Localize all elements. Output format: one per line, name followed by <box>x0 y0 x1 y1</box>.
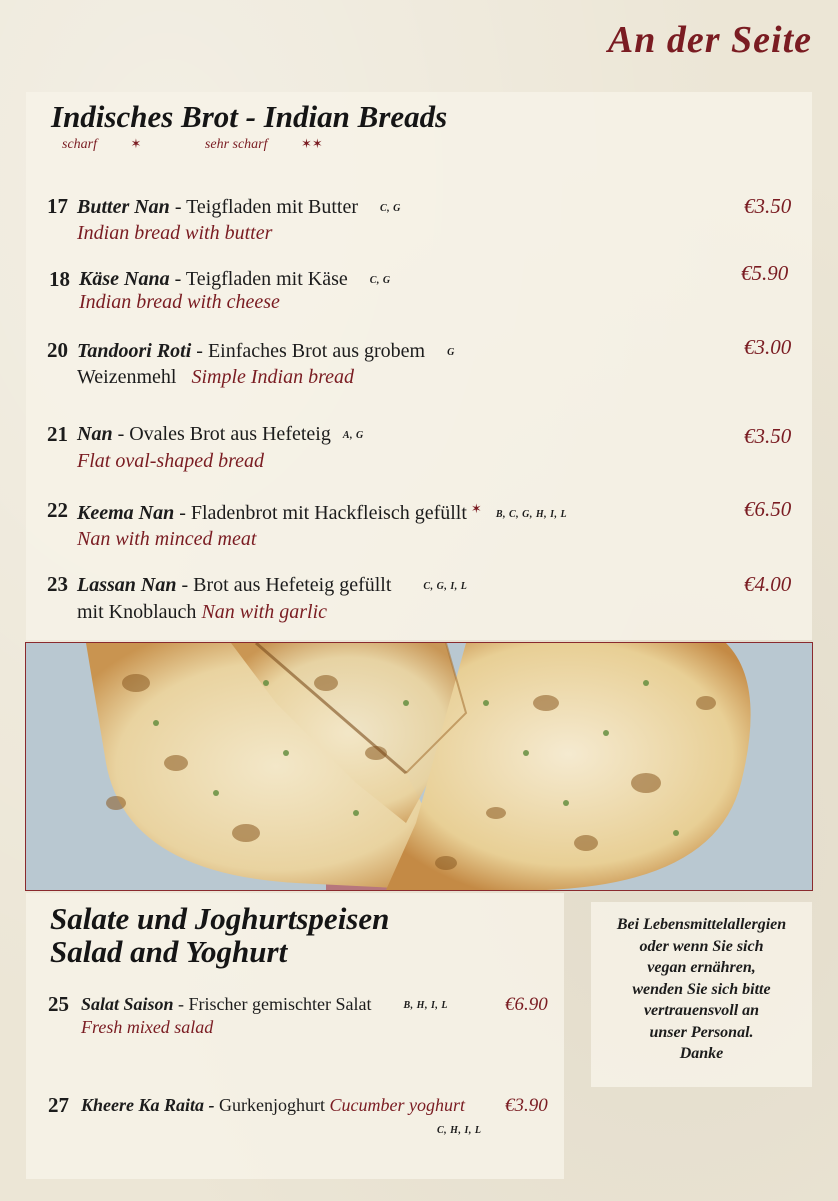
item-description-en: Simple Indian bread <box>191 366 355 388</box>
page-title: An der Seite <box>607 19 812 61</box>
item-name: Kheere Ka Raita - <box>81 1095 215 1115</box>
item-price: €6.50 <box>744 497 792 521</box>
item-name: Salat Saison <box>81 994 174 1014</box>
item-number: 23 <box>47 572 68 596</box>
chili-icon: ✶ <box>130 136 142 151</box>
item-number: 20 <box>47 338 68 362</box>
item-description-en: Fresh mixed salad <box>81 1017 214 1037</box>
allergen-codes: C, G, I, L <box>423 581 468 592</box>
allergen-codes: B, H, I, L <box>403 1000 448 1011</box>
item-price: €5.90 <box>741 261 789 285</box>
legend-mild: scharf ✶ <box>62 136 142 152</box>
item-price: €3.50 <box>744 424 792 448</box>
item-description-de: - Brot aus Hefeteig gefüllt <box>176 574 392 596</box>
allergen-codes: C, G <box>380 203 401 214</box>
item-name: Käse Nana <box>79 268 170 290</box>
item-number: 27 <box>48 1093 69 1117</box>
item-number: 21 <box>47 422 68 446</box>
spice-legend <box>62 136 383 153</box>
item-description-en: Indian bread with butter <box>77 222 273 244</box>
item-name: Keema Nan <box>77 502 175 524</box>
item-description-en: Cucumber yoghurt <box>329 1095 465 1115</box>
naan-illustration <box>26 643 812 890</box>
salads-section-title: Salate und Joghurtspeisen Salad and Yoghurt <box>50 901 390 969</box>
item-number: 22 <box>47 498 68 522</box>
allergen-codes: C, G <box>369 275 391 286</box>
item-name: Butter Nan <box>77 196 170 218</box>
chili-icon: ✶ <box>470 501 482 516</box>
breads-section-title: Indisches Brot - Indian Breads <box>51 99 448 134</box>
item-description-de: - Ovales Brot aus Hefeteig <box>112 423 331 445</box>
item-number: 18 <box>49 267 70 291</box>
item-description-de-cont: mit Knoblauch <box>77 601 197 623</box>
item-description-en: Nan with minced meat <box>77 528 257 550</box>
item-description-de: - Teigfladen mit Butter <box>169 196 358 218</box>
allergy-note-text: Bei Lebensmittelallergien oder wenn Sie sich vegan ernähren, wenden Sie sich bitte vertrauensvoll an unser Personal. Danke <box>616 916 787 1062</box>
allergen-codes: C, H, I, L <box>437 1125 482 1136</box>
item-description-de: - Einfaches Brot aus grobem <box>191 340 426 362</box>
item-description-de: - Fladenbrot mit Hackfleisch gefüllt <box>174 502 467 524</box>
allergen-codes: A, G <box>342 430 364 441</box>
item-description-de: - Frischer gemischter Salat <box>173 994 372 1014</box>
item-number: 17 <box>47 194 68 218</box>
allergy-note-box <box>591 902 812 1087</box>
item-description-en: Nan with garlic <box>201 601 328 623</box>
item-description-de: Gurkenjoghurt <box>214 1095 325 1115</box>
allergen-codes: B, C, G, H, I, L <box>495 509 568 520</box>
item-price: €3.50 <box>744 194 792 218</box>
item-name: Tandoori Roti <box>77 340 192 362</box>
item-price: €4.00 <box>744 572 792 596</box>
allergen-codes: G <box>447 347 455 358</box>
item-description-en: Flat oval-shaped bread <box>77 450 265 472</box>
item-description-de: - Teigfladen mit Käse <box>169 268 348 290</box>
item-name: Lassan Nan <box>77 574 177 596</box>
item-price: €6.90 <box>505 994 548 1015</box>
double-chili-icon: ✶✶ <box>301 136 323 151</box>
item-price: €3.90 <box>505 1095 548 1116</box>
item-number: 25 <box>48 992 69 1016</box>
item-description-en: Indian bread with cheese <box>79 291 280 313</box>
item-name: Nan <box>77 423 113 445</box>
naan-photo <box>25 642 813 891</box>
legend-hot: sehr scharf ✶✶ <box>204 136 323 152</box>
item-price: €3.00 <box>744 335 792 359</box>
item-description-de-cont: Weizenmehl <box>77 366 177 388</box>
